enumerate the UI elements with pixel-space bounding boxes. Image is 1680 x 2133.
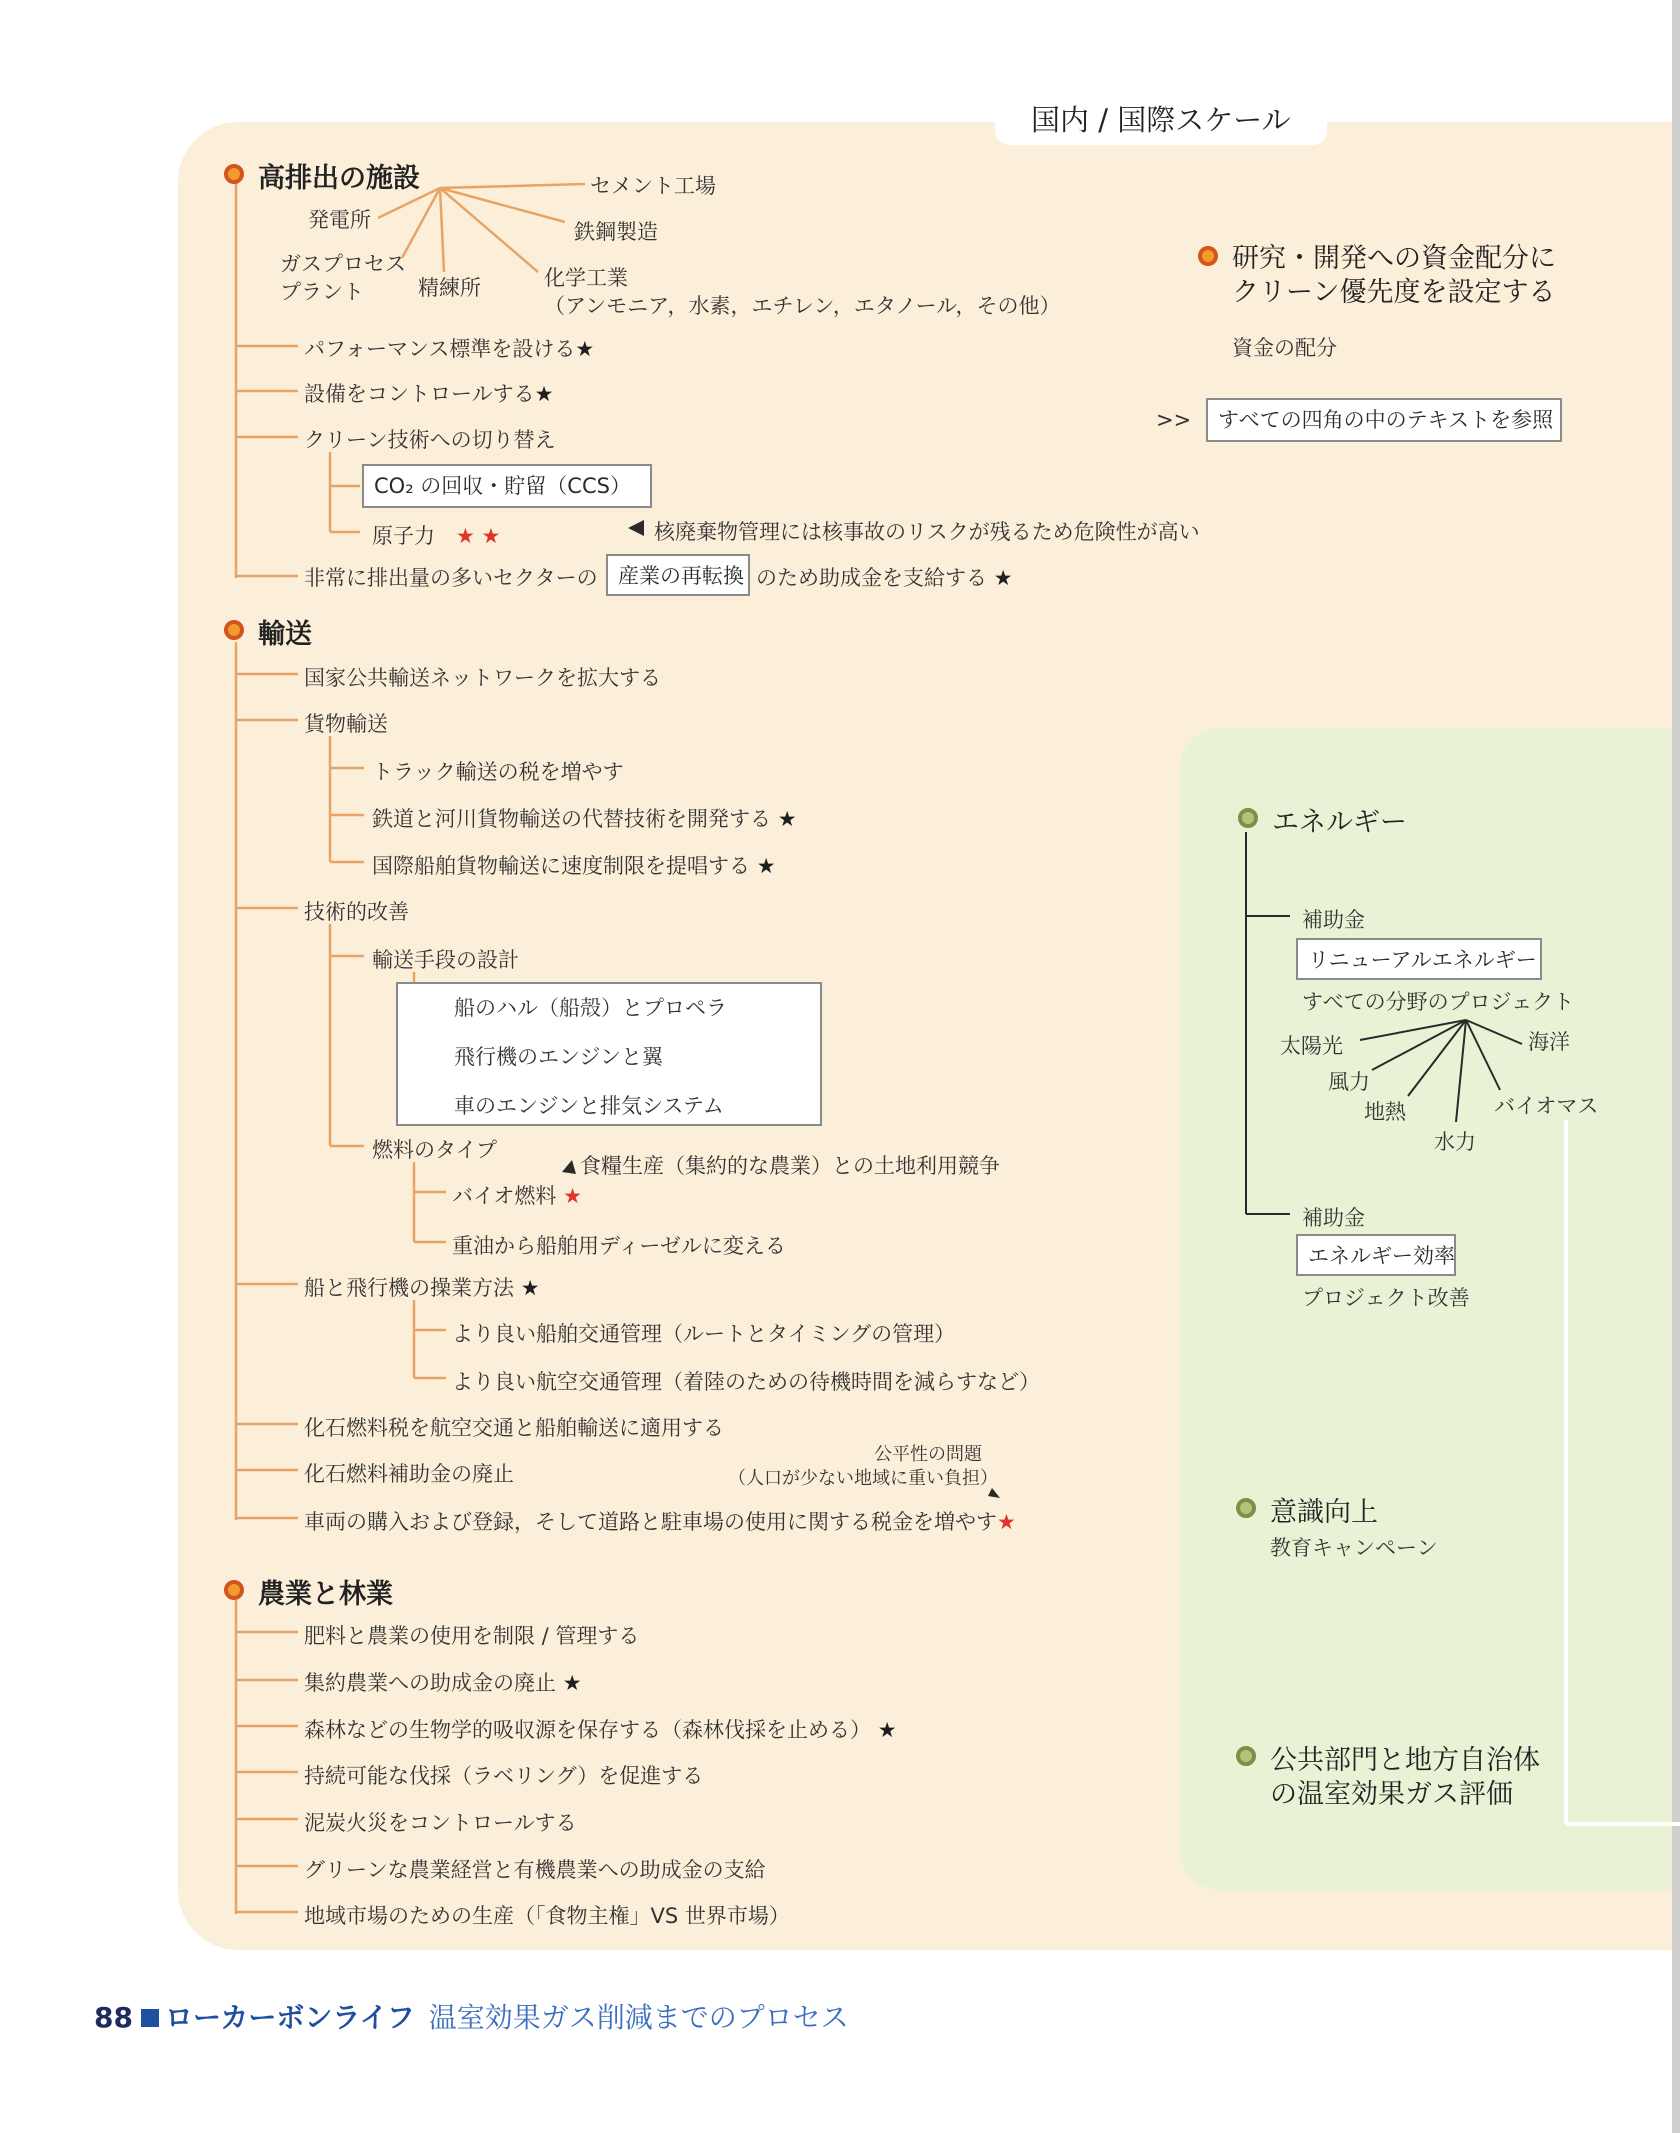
fairness-note: 公平性の問題 xyxy=(874,1444,982,1465)
agri-item: 集約農業への助成金の廃止 ★ xyxy=(304,1671,582,1695)
item-air-traffic: より良い航空交通管理（着陸のための待機時間を減らすなど） xyxy=(452,1370,1040,1394)
item-fossil-tax: 化石燃料税を航空交通と船舶輸送に適用する xyxy=(304,1416,724,1440)
agri-item: 森林などの生物学的吸収源を保存する（森林伐採を止める） ★ xyxy=(304,1718,897,1742)
scale-title: 国内 / 国際スケール xyxy=(995,96,1327,145)
facility-gas: ガスプロセス xyxy=(280,252,406,276)
star-icon: ★ xyxy=(575,337,595,361)
nuclear-note: 核廃棄物管理には核事故のリスクが残るため危険性が高い xyxy=(654,520,1200,544)
box-see-all: すべての四角の中のテキストを参照 xyxy=(1206,398,1562,442)
star-icon: ★ xyxy=(877,1718,897,1742)
star-icon: ★ xyxy=(777,807,797,831)
project-improve: プロジェクト改善 xyxy=(1302,1286,1470,1310)
source-wind: 風力 xyxy=(1328,1070,1370,1094)
agri-item: 持続可能な伐採（ラベリング）を促進する xyxy=(304,1764,704,1788)
box-industry-conversion: 産業の再転換 xyxy=(606,554,750,596)
item-vehicle-design: 輸送手段の設計 xyxy=(372,948,519,972)
star-icon: ★ xyxy=(456,524,475,548)
biofuel-note: 食糧生産（集約的な農業）との土地利用競争 xyxy=(580,1154,1000,1178)
section-bullet xyxy=(1236,1498,1256,1518)
star-icon: ★ xyxy=(481,524,501,548)
energy-subsidy-2: 補助金 xyxy=(1302,1206,1365,1230)
section-bullet xyxy=(1238,808,1258,828)
source-geothermal: 地熱 xyxy=(1364,1100,1406,1124)
heading-rd-2: クリーン優先度を設定する xyxy=(1232,277,1556,308)
item-rail-river: 鉄道と河川貨物輸送の代替技術を開発する ★ xyxy=(372,807,797,831)
square-icon xyxy=(141,2009,159,2027)
section-bullet xyxy=(1236,1746,1256,1766)
funding-label: 資金の配分 xyxy=(1232,336,1337,360)
all-projects: すべての分野のプロジェクト xyxy=(1302,990,1575,1014)
agri-item: グリーンな農業経営と有機農業への助成金の支給 xyxy=(304,1858,766,1882)
item-subsidy-pre: 非常に排出量の多いセクターの xyxy=(304,566,598,590)
section-bullet xyxy=(224,620,244,640)
item-operations: 船と飛行機の操業方法 ★ xyxy=(304,1276,540,1300)
item-biofuel: バイオ燃料 ★ xyxy=(452,1184,582,1208)
facility-steel: 鉄鋼製造 xyxy=(574,220,658,244)
page-footer xyxy=(94,1996,849,2036)
item-public-network: 国家公共輸送ネットワークを拡大する xyxy=(304,666,661,690)
item-clean-tech: クリーン技術への切り替え xyxy=(304,428,556,452)
heading-high-emission: 高排出の施設 xyxy=(258,163,420,194)
section-bullet xyxy=(224,1580,244,1600)
design-item: 車のエンジンと排気システム xyxy=(454,1094,724,1118)
fairness-detail: （人口が少ない地域に重い負担） xyxy=(728,1468,998,1489)
heading-energy: エネルギー xyxy=(1272,807,1407,838)
source-solar: 太陽光 xyxy=(1280,1034,1343,1058)
item-tech-improve: 技術的改善 xyxy=(304,900,409,924)
box-renewable: リニューアルエネルギー xyxy=(1296,938,1542,980)
heading-public-2: の温室効果ガス評価 xyxy=(1270,1779,1513,1810)
heading-agriculture: 農業と林業 xyxy=(258,1579,393,1610)
star-icon: ★ xyxy=(520,1276,540,1300)
source-hydro: 水力 xyxy=(1434,1130,1476,1154)
item-ship-speed: 国際船舶貨物輸送に速度制限を提唱する ★ xyxy=(372,854,776,878)
star-icon: ★ xyxy=(993,566,1013,590)
source-ocean: 海洋 xyxy=(1528,1030,1570,1054)
page-number: 88 xyxy=(94,2001,133,2034)
item-ship-traffic: より良い船舶交通管理（ルートとタイミングの管理） xyxy=(452,1322,956,1346)
heading-public-1: 公共部門と地方自治体 xyxy=(1270,1745,1540,1776)
item-heavy-oil: 重油から船舶用ディーゼルに変える xyxy=(452,1234,786,1258)
star-icon: ★ xyxy=(563,1184,582,1208)
star-icon: ★ xyxy=(997,1510,1016,1534)
agri-item: 泥炭火災をコントロールする xyxy=(304,1811,577,1835)
star-icon: ★ xyxy=(756,854,776,878)
section-bullet xyxy=(224,164,244,184)
book-brand: ローカーボンライフ xyxy=(164,2001,415,2034)
facility-chemical: 化学工業 xyxy=(544,266,628,290)
item-fossil-subsidy: 化石燃料補助金の廃止 xyxy=(304,1462,514,1486)
energy-subsidy: 補助金 xyxy=(1302,908,1365,932)
heading-rd-1: 研究・開発への資金配分に xyxy=(1232,243,1556,274)
design-item: 飛行機のエンジンと翼 xyxy=(454,1045,663,1069)
star-icon: ★ xyxy=(534,382,554,406)
agri-item: 地域市場のための生産（「食物主権」VS 世界市場） xyxy=(304,1904,790,1928)
facility-gas-plant: プラント xyxy=(280,280,364,304)
facility-cement: セメント工場 xyxy=(590,174,716,198)
source-biomass: バイオマス xyxy=(1494,1094,1599,1118)
star-icon: ★ xyxy=(562,1671,582,1695)
item-vehicle-tax: 車両の購入および登録，そして道路と駐車場の使用に関する税金を増やす★ xyxy=(304,1510,1016,1534)
agri-item: 肥料と農業の使用を制限 / 管理する xyxy=(304,1624,640,1648)
box-efficiency: エネルギー効率 xyxy=(1296,1234,1456,1276)
box-ccs: CO₂ の回収・貯留（CCS） xyxy=(362,464,652,508)
facility-refinery: 精練所 xyxy=(418,276,481,300)
facility-power: 発電所 xyxy=(308,208,371,232)
item-control-equipment: 設備をコントロールする★ xyxy=(304,382,554,406)
item-nuclear: 原子力 ★ ★ xyxy=(372,524,501,548)
heading-transport: 輸送 xyxy=(258,619,312,650)
item-performance-standard: パフォーマンス標準を設ける★ xyxy=(304,337,595,361)
arrow-icon: >> xyxy=(1156,408,1192,432)
section-bullet xyxy=(1198,246,1218,266)
box-design-items xyxy=(396,982,822,1126)
heading-awareness: 意識向上 xyxy=(1270,1497,1378,1528)
education-campaign: 教育キャンペーン xyxy=(1270,1536,1438,1560)
item-truck-tax: トラック輸送の税を増やす xyxy=(372,760,624,784)
item-fuel-type: 燃料のタイプ xyxy=(372,1138,497,1162)
design-item: 船のハル（船殻）とプロペラ xyxy=(454,996,727,1020)
item-freight: 貨物輸送 xyxy=(304,712,388,736)
item-subsidy-post: のため助成金を支給する ★ xyxy=(756,566,1013,590)
book-subtitle: 温室効果ガス削減までのプロセス xyxy=(428,2001,849,2034)
facility-chemical-detail: （アンモニア，水素，エチレン，エタノール，その他） xyxy=(544,294,1061,318)
